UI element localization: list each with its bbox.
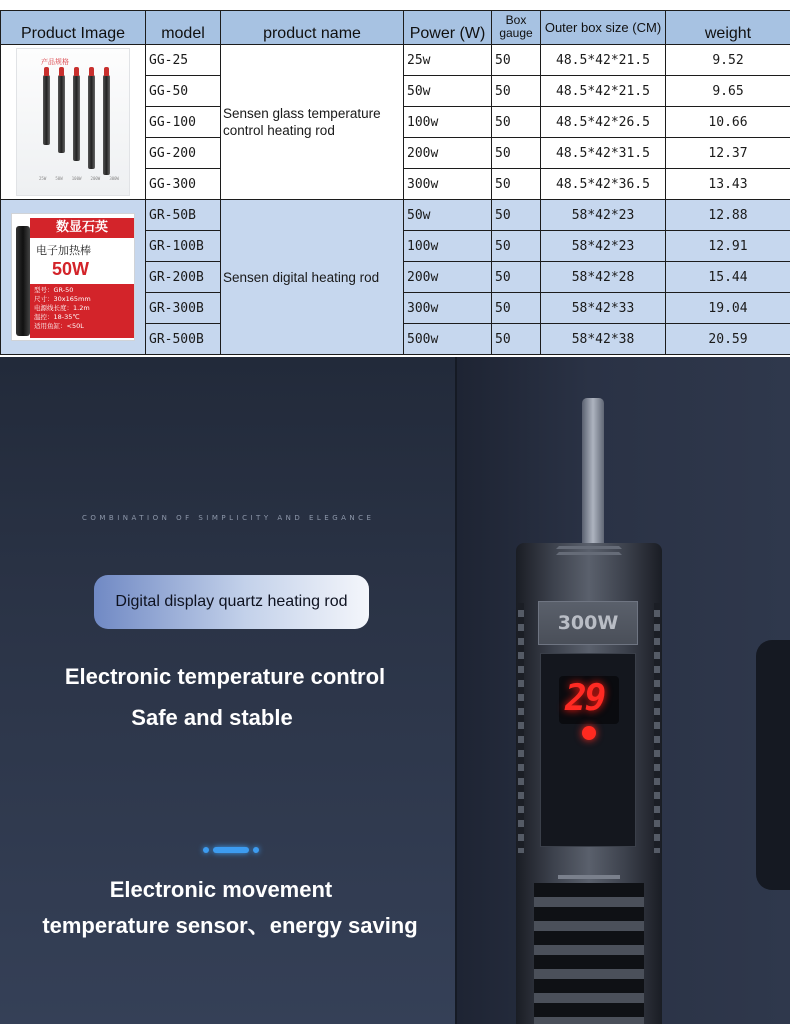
cell-model: GG-300 (146, 169, 221, 200)
product-image-glass (1, 45, 146, 200)
chevron-line (556, 545, 622, 549)
image-spec-line: 型号：GR-50 (34, 286, 74, 294)
image-spec-line: 尺寸：30x165mm (34, 295, 91, 303)
cell-gauge: 50 (492, 76, 541, 107)
heater-display-window (540, 653, 636, 847)
cell-weight: 12.91 (666, 231, 790, 262)
temperature-readout: 29 (565, 678, 605, 719)
cell-power: 200w (404, 262, 492, 293)
cell-power: 50w (404, 76, 492, 107)
cell-weight: 20.59 (666, 324, 790, 355)
dot-icon (253, 847, 259, 853)
table-row (1, 45, 790, 76)
cell-gauge: 50 (492, 262, 541, 293)
hero-banner (0, 357, 790, 1024)
rod-icon (58, 75, 65, 153)
spec-table (0, 10, 790, 355)
headline-electronic-movement: Electronic movement (109, 877, 333, 902)
cell-box-size: 48.5*42*21.5 (541, 45, 666, 76)
cell-power: 200w (404, 138, 492, 169)
grill-chevron-icon (558, 861, 620, 879)
chevron-line (556, 551, 622, 555)
cell-box-size: 48.5*42*36.5 (541, 169, 666, 200)
header-box-gauge-label: Box gauge (499, 13, 533, 40)
header-product-image: Product Image (1, 11, 146, 45)
header-product-name: product name (221, 11, 404, 45)
image-caption: 25W (39, 176, 47, 181)
heater-fins-left (518, 603, 524, 853)
cell-box-size: 58*42*23 (541, 231, 666, 262)
cell-box-size: 58*42*23 (541, 200, 666, 231)
cell-gauge: 50 (492, 324, 541, 355)
headline-sensor-energy: temperature sensor、energy saving (42, 913, 418, 938)
header-weight: weight (666, 11, 790, 45)
image-tag: 产品规格 (41, 58, 69, 66)
cell-weight: 9.52 (666, 45, 790, 76)
backdrop-edge (756, 640, 790, 890)
cell-model: GR-200B (146, 262, 221, 293)
header-model: model (146, 11, 221, 45)
cell-box-size: 58*42*28 (541, 262, 666, 293)
cell-gauge: 50 (492, 200, 541, 231)
image-captions (39, 176, 119, 181)
image-spec-line: 电源线长度：1.2m (34, 304, 90, 312)
cell-power: 500w (404, 324, 492, 355)
image-watt: 50W (52, 259, 90, 279)
dash-icon (213, 847, 249, 853)
header-box-gauge (492, 11, 541, 45)
cell-model: GG-200 (146, 138, 221, 169)
header-outer-box-size: Outer box size (CM) (541, 11, 666, 45)
cell-gauge: 50 (492, 169, 541, 200)
image-spec-line: 适用鱼缸：<50L (34, 322, 84, 330)
cell-product-name: Sensen glass temperature control heating rod (221, 45, 404, 200)
heater-device-image (516, 543, 662, 1024)
image-caption: 100W (71, 176, 82, 181)
rod-icon (43, 75, 50, 145)
heater-rod-icon (16, 226, 30, 336)
cell-gauge: 50 (492, 231, 541, 262)
cell-model: GR-50B (146, 200, 221, 231)
product-image-digital (1, 200, 146, 355)
cell-power: 100w (404, 107, 492, 138)
cell-box-size: 48.5*42*21.5 (541, 76, 666, 107)
temperature-display (559, 676, 619, 724)
header-power: Power (W) (404, 11, 492, 45)
hero-tagline: COMBINATION OF SIMPLICITY AND ELEGANCE (82, 514, 375, 522)
cell-model: GR-300B (146, 293, 221, 324)
digital-heater-image (11, 213, 135, 341)
rod-icon (88, 75, 95, 169)
cell-model: GG-100 (146, 107, 221, 138)
heater-grill (534, 883, 644, 1024)
cell-box-size: 48.5*42*26.5 (541, 107, 666, 138)
product-type-pill: Digital display quartz heating rod (94, 575, 369, 629)
cell-weight: 12.88 (666, 200, 790, 231)
cell-power: 25w (404, 45, 492, 76)
image-spec-line: 温控：18-35℃ (34, 313, 80, 321)
cell-weight: 10.66 (666, 107, 790, 138)
cell-weight: 9.65 (666, 76, 790, 107)
cell-power: 50w (404, 200, 492, 231)
image-caption: 300W (109, 176, 119, 181)
rod-icon (73, 75, 80, 161)
image-caption: 50W (55, 176, 63, 181)
cell-weight: 13.43 (666, 169, 790, 200)
image-subtitle: 电子加热棒 (36, 244, 91, 257)
cell-gauge: 50 (492, 45, 541, 76)
dot-icon (203, 847, 209, 853)
cell-model: GR-500B (146, 324, 221, 355)
cell-box-size: 58*42*38 (541, 324, 666, 355)
heater-power-label: 300W (538, 601, 638, 645)
cell-weight: 12.37 (666, 138, 790, 169)
headline-safe-stable: Safe and stable (131, 705, 293, 730)
cell-gauge: 50 (492, 293, 541, 324)
cell-model: GG-25 (146, 45, 221, 76)
table-header (1, 11, 790, 45)
image-caption: 200W (90, 176, 101, 181)
table-row (1, 200, 790, 231)
image-title: 数显石英 (30, 218, 134, 238)
cell-gauge: 50 (492, 107, 541, 138)
indicator-led-icon (582, 726, 596, 740)
cell-gauge: 50 (492, 138, 541, 169)
cell-product-name: Sensen digital heating rod (221, 200, 404, 355)
group-glass-heater (1, 45, 790, 200)
image-specs (34, 286, 91, 331)
cell-model: GR-100B (146, 231, 221, 262)
heater-pipe (582, 398, 604, 563)
cell-box-size: 48.5*42*31.5 (541, 138, 666, 169)
cell-weight: 19.04 (666, 293, 790, 324)
rod-icon (103, 75, 110, 175)
cell-power: 300w (404, 169, 492, 200)
cell-model: GG-50 (146, 76, 221, 107)
cell-box-size: 58*42*33 (541, 293, 666, 324)
group-digital-heater (1, 200, 790, 355)
divider-dots-icon (203, 846, 259, 854)
glass-heater-image (16, 48, 130, 196)
cell-power: 100w (404, 231, 492, 262)
cell-weight: 15.44 (666, 262, 790, 293)
cell-power: 300w (404, 293, 492, 324)
chevron-icon (556, 545, 622, 565)
headline-temperature-control: Electronic temperature control (64, 664, 386, 689)
heater-fins-right (654, 603, 660, 853)
